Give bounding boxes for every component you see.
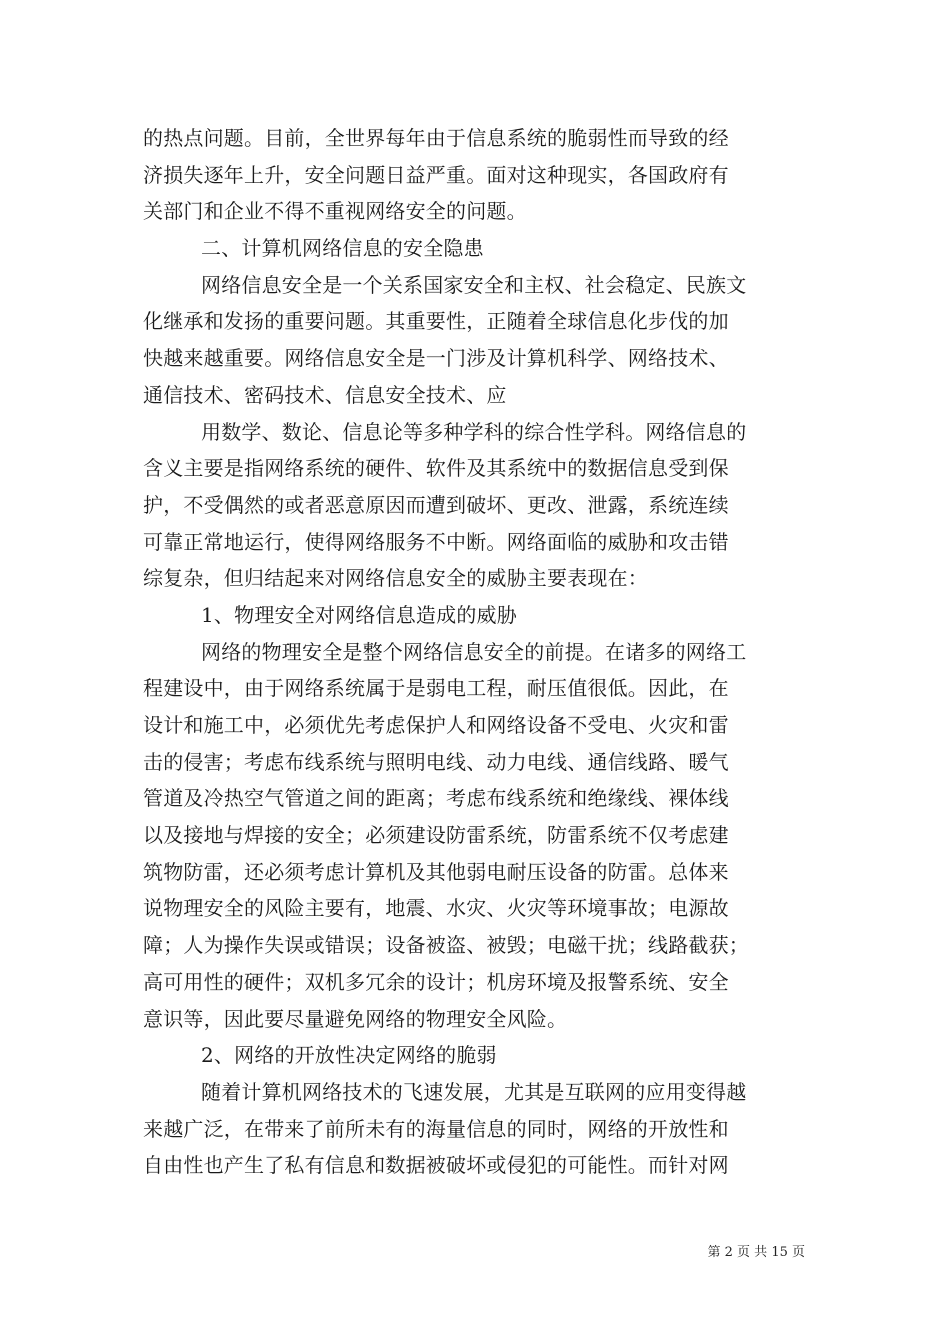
text-line: 二、计算机网络信息的安全隐患 (201, 236, 484, 261)
text-line: 管道及冷热空气管道之间的距离；考虑布线系统和绝缘线、裸体线 (143, 786, 729, 811)
text-line: 济损失逐年上升，安全问题日益严重。面对这种现实，各国政府有 (143, 162, 729, 187)
text-line: 网络信息安全是一个关系国家安全和主权、社会稳定、民族文 (201, 272, 747, 297)
document-body (143, 120, 823, 1184)
text-line: 来越广泛，在带来了前所未有的海量信息的同时，网络的开放性和 (143, 1116, 729, 1141)
text-line: 以及接地与焊接的安全；必须建设防雷系统，防雷系统不仅考虑建 (143, 823, 729, 848)
text-line: 意识等，因此要尽量避免网络的物理安全风险。 (143, 1006, 568, 1031)
text-line: 1、物理安全对网络信息造成的威胁 (201, 602, 517, 627)
text-line: 快越来越重要。网络信息安全是一门涉及计算机科学、网络技术、 (143, 346, 729, 371)
page-number: 第 2 页 共 15 页 (707, 1245, 805, 1260)
text-line: 的热点问题。目前，全世界每年由于信息系统的脆弱性而导致的经 (143, 126, 729, 150)
text-line: 网络的物理安全是整个网络信息安全的前提。在诸多的网络工 (201, 639, 747, 664)
text-line: 设计和施工中，必须优先考虑保护人和网络设备不受电、火灾和雷 (143, 713, 729, 737)
text-line: 含义主要是指网络系统的硬件、软件及其系统中的数据信息受到保 (143, 456, 729, 481)
text-line: 通信技术、密码技术、信息安全技术、应 (143, 382, 507, 407)
text-line: 护，不受偶然的或者恶意原因而遭到破坏、更改、泄露，系统连续 (143, 492, 729, 517)
text-line: 高可用性的硬件；双机多冗余的设计；机房环境及报警系统、安全 (143, 969, 729, 994)
text-line: 2、网络的开放性决定网络的脆弱 (201, 1043, 497, 1068)
text-line: 用数学、数论、信息论等多种学科的综合性学科。网络信息的 (201, 419, 747, 444)
text-line: 程建设中，由于网络系统属于是弱电工程，耐压值很低。因此，在 (143, 676, 729, 701)
text-line: 关部门和企业不得不重视网络安全的问题。 (143, 199, 527, 224)
text-line: 随着计算机网络技术的飞速发展，尤其是互联网的应用变得越 (201, 1079, 747, 1104)
text-line: 自由性也产生了私有信息和数据被破坏或侵犯的可能性。而针对网 (143, 1153, 729, 1178)
text-line: 综复杂，但归结起来对网络信息安全的威胁主要表现在： (143, 566, 648, 591)
text-line: 说物理安全的风险主要有，地震、水灾、火灾等环境事故；电源故 (143, 896, 729, 921)
text-line: 击的侵害；考虑布线系统与照明电线、动力电线、通信线路、暖气 (143, 749, 729, 774)
text-line: 可靠正常地运行，使得网络服务不中断。网络面临的威胁和攻击错 (143, 529, 729, 554)
text-line: 筑物防雷，还必须考虑计算机及其他弱电耐压设备的防雷。总体来 (143, 859, 729, 884)
text-line: 障；人为操作失误或错误；设备被盗、被毁；电磁干扰；线路截获； (143, 933, 749, 958)
text-line: 化继承和发扬的重要问题。其重要性，正随着全球信息化步伐的加 (143, 309, 729, 334)
